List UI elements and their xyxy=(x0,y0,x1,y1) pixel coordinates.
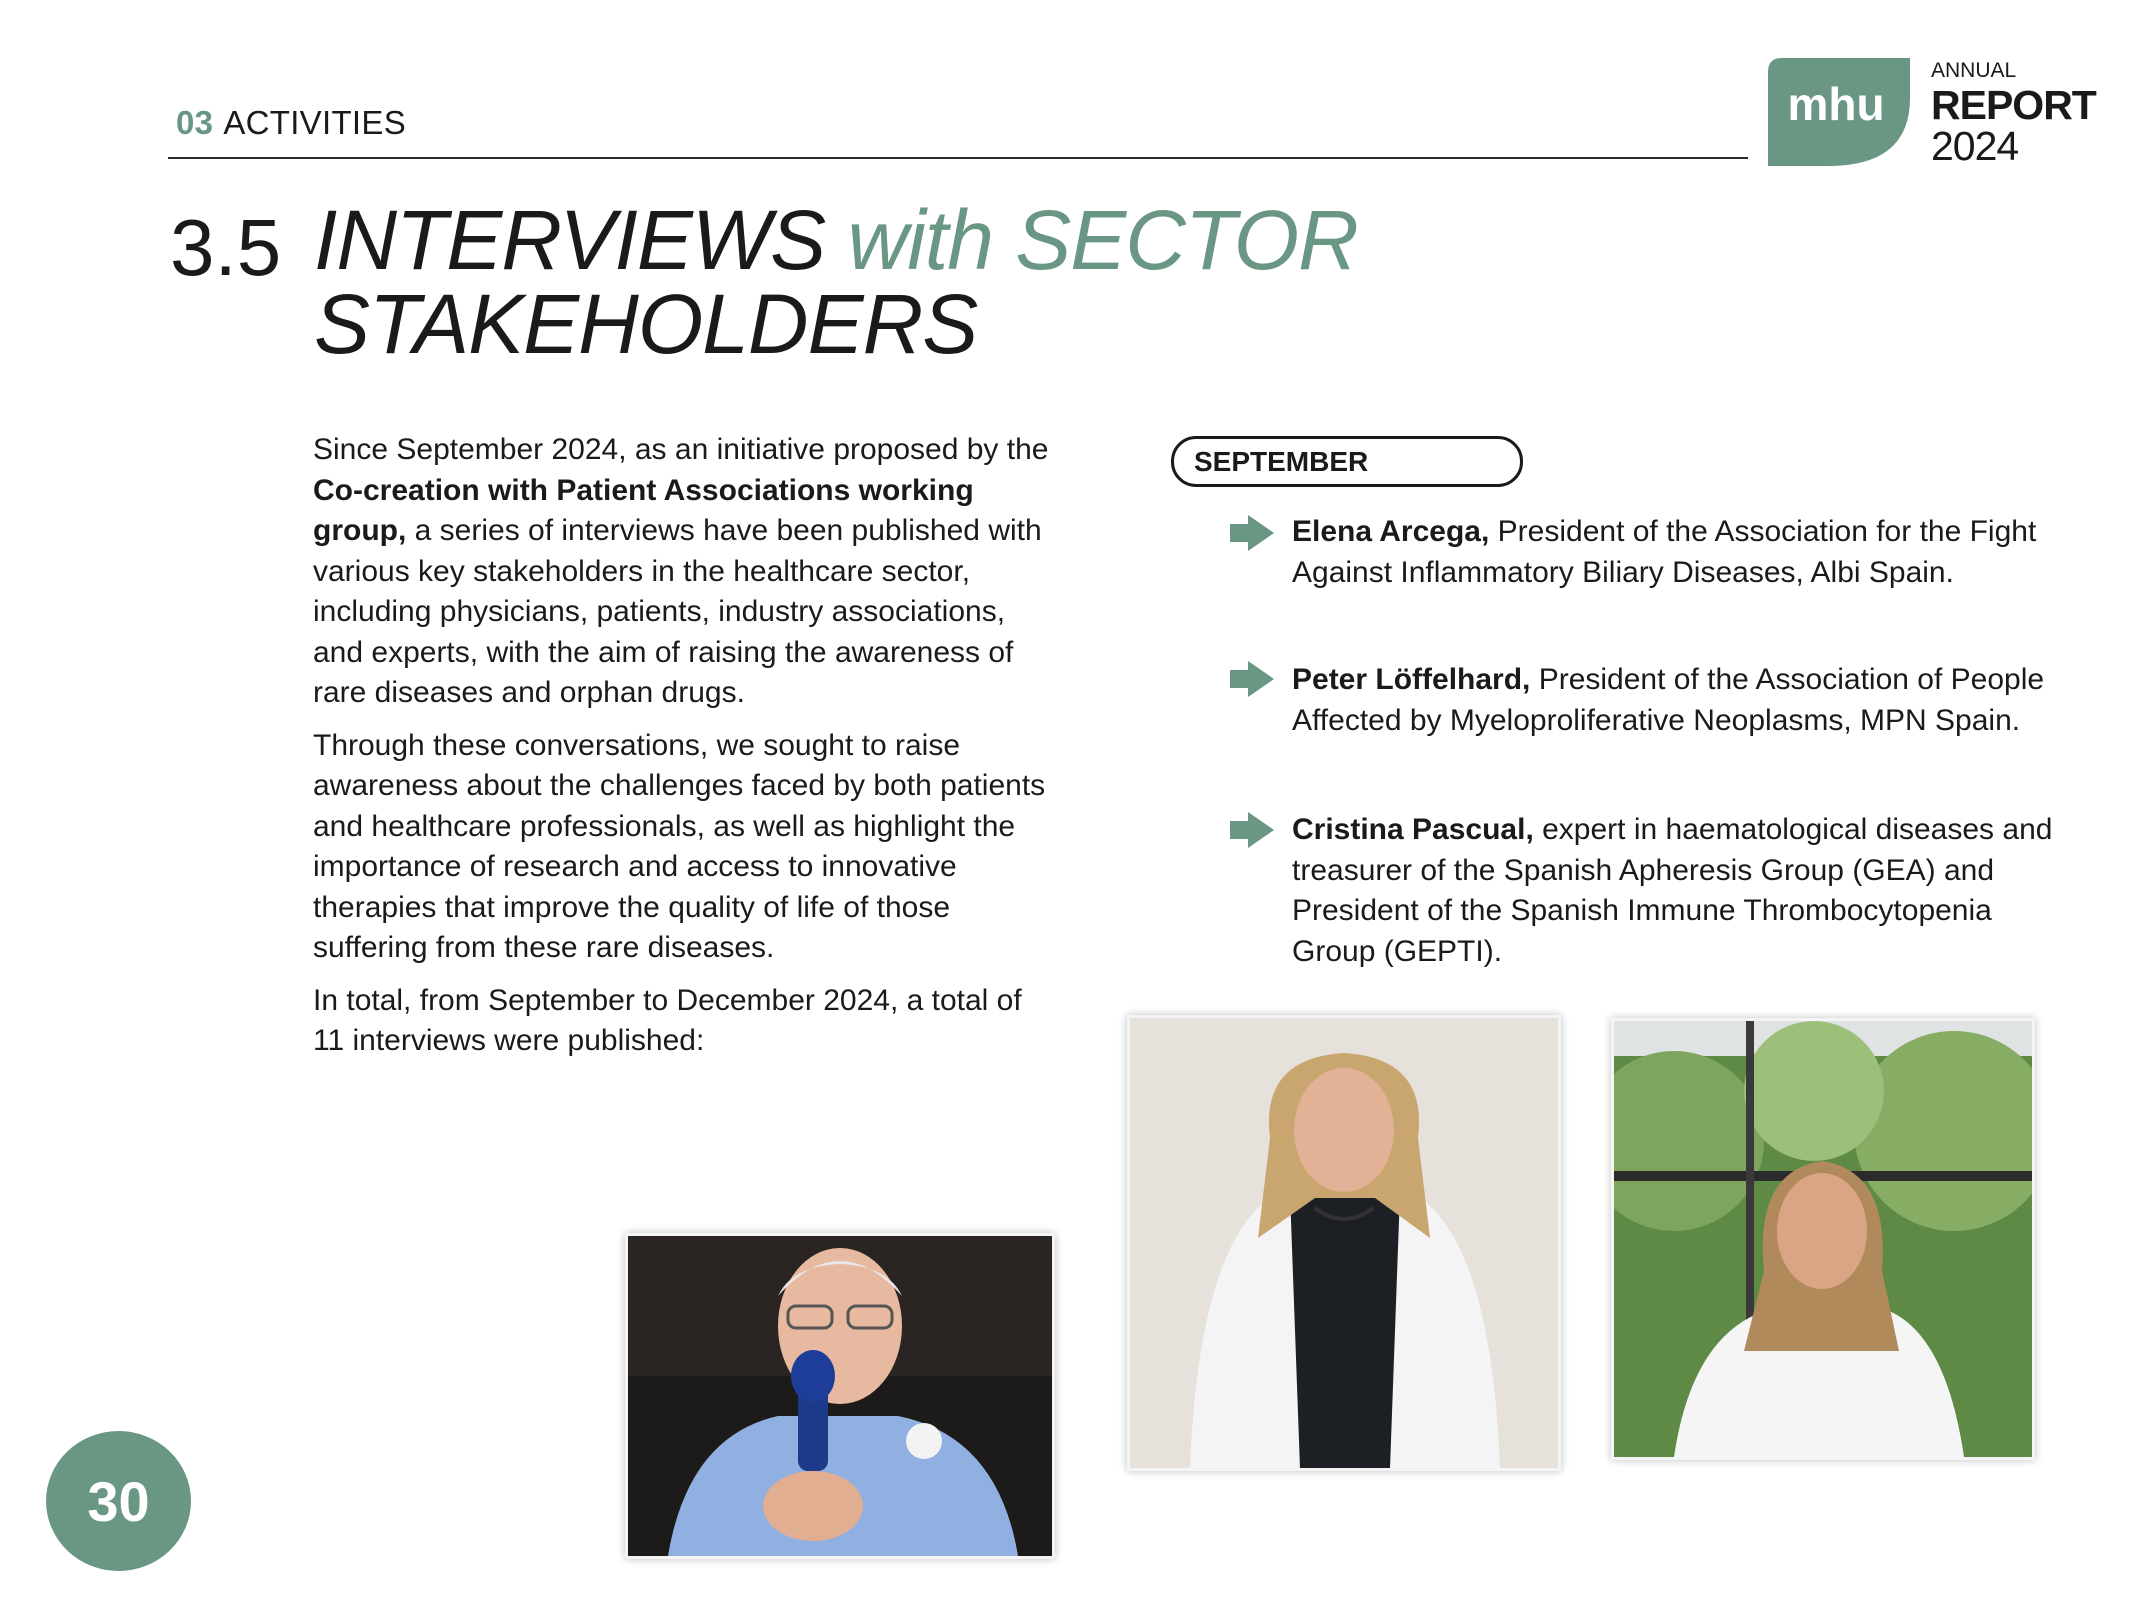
report-title: REPORT xyxy=(1931,82,2096,128)
interview-item xyxy=(1292,512,2072,593)
interviewee-name: Peter Löffelhard, xyxy=(1292,663,1531,696)
intro-paragraph-3: In total, from September to December 2024, a total of 11 interviews were published: xyxy=(313,983,1022,1057)
section-name: ACTIVITIES xyxy=(223,104,407,141)
arrow-bullet-icon xyxy=(1230,812,1274,848)
report-annual-label: ANNUAL xyxy=(1931,59,2017,82)
section-label xyxy=(176,104,406,142)
interviewee-name: Cristina Pascual, xyxy=(1292,813,1534,846)
interview-item xyxy=(1292,660,2072,741)
month-label-pill: SEPTEMBER xyxy=(1171,436,1523,487)
title-with-sector: with SECTOR xyxy=(847,193,1358,287)
section-title-number: 3.5 xyxy=(170,203,282,292)
interviewee-photo-man-with-microphone xyxy=(625,1233,1055,1559)
intro-paragraph-2: Through these conversations, we sought to raise awareness about the challenges faced by both patients and healthcare professionals, as well as highlight the importance of research and access to innovative therapies that improve the quality of life of those suffering from these rare diseases. xyxy=(313,728,1046,964)
page-number-badge: 30 xyxy=(46,1431,191,1571)
intro-text xyxy=(313,430,1058,1074)
annual-report-badge xyxy=(1931,60,2096,167)
logo-text: mhu xyxy=(1787,78,1885,130)
page-title-line-1 xyxy=(314,193,1358,287)
intro-p1-start: Since September 2024, as an initiative proposed by the xyxy=(313,433,1049,466)
interviewee-description: President of the Association of People Affected by Myeloproliferative Neoplasms, MPN Spain. xyxy=(1292,663,2045,737)
interviewee-name: Elena Arcega, xyxy=(1292,515,1490,548)
report-year: 2024 xyxy=(1931,123,2019,169)
intro-p1-end: a series of interviews have been published with various key stakeholders in the healthcare sector, including physicians, patients, industry associations, and experts, with the aim of raising the awareness of rare diseases and orphan drugs. xyxy=(313,514,1042,709)
section-number: 03 xyxy=(176,104,214,141)
interviewee-description: President of the Association for the Fight Against Inflammatory Biliary Diseases, Albi Spain. xyxy=(1292,515,2037,589)
intro-paragraph-1 xyxy=(313,430,1058,714)
interviewee-photo-woman-white-coat xyxy=(1127,1015,1561,1471)
header-divider xyxy=(168,157,1748,159)
arrow-bullet-icon xyxy=(1230,515,1274,551)
title-interviews: INTERVIEWS xyxy=(314,193,826,287)
interviewee-description: expert in haematological diseases and treasurer of the Spanish Apheresis Group (GEA) and President of the Spanish Immune Thrombocytopenia Group (GEPTI). xyxy=(1292,813,2053,968)
mhu-logo xyxy=(1768,58,1910,166)
page-title-line-2: STAKEHOLDERS xyxy=(314,277,978,371)
intro-p1-bold: Co-creation with Patient Associations working group, xyxy=(313,473,974,547)
interview-item xyxy=(1292,810,2072,972)
interviewee-photo-woman-outdoors xyxy=(1611,1018,2035,1460)
arrow-bullet-icon xyxy=(1230,661,1274,697)
